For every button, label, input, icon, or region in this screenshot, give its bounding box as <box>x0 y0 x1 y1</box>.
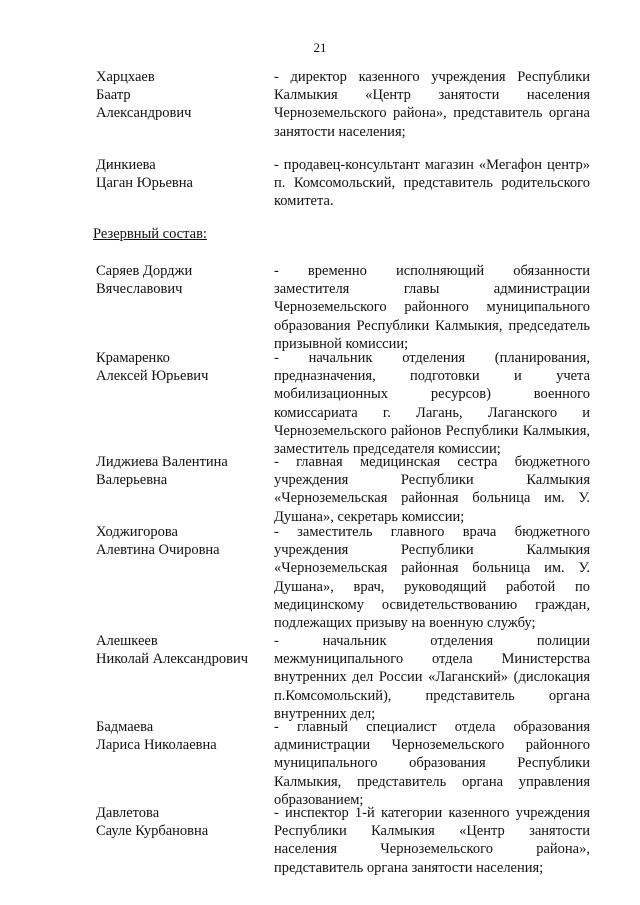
member-description: - главный специалист отдела образования администрации Черноземельского районного муниципального образования Республики Калмыкия, представитель органа управления образованием; <box>274 719 590 808</box>
member-name <box>96 718 271 754</box>
member-name <box>96 349 271 385</box>
member-name <box>96 804 271 840</box>
member-name-text: Крамаренко Алексей Юрьевич <box>96 350 209 385</box>
page-number: 21 <box>313 40 327 55</box>
member-name <box>96 632 271 668</box>
member-name-text: Харцхаев Баатр Александрович <box>96 69 192 122</box>
member-description: - заместитель главного врача бюджетного учреждения Республики Калмыкия «Черноземельская районная больница им. У. Душана», врач, руководящий работой по медицинскому освидетельствованию граждан, подлежащих призыву на военную службу; <box>274 524 590 632</box>
member-name-text: Алешкеев Николай Александрович <box>96 633 249 668</box>
member-name <box>96 156 271 192</box>
member-name <box>96 68 271 123</box>
member-description: - начальник отделения (планирования, предназначения, подготовки и учета мобилизационных ресурсов) военного комиссариата г. Лагань, Лаганского и Черноземельского районов Республики Калмыкия, заместитель председателя комиссии; <box>274 350 590 458</box>
member-name-text: Динкиева Цаган Юрьевна <box>96 157 193 192</box>
member-name <box>96 453 271 489</box>
member-name-text: Саряев Дорджи Вячеславович <box>96 263 193 298</box>
member-name-text: Бадмаева Лариса Николаевна <box>96 719 217 754</box>
member-description: - начальник отделения полиции межмуниципального отдела Министерства внутренних дел России «Лаганский» (дислокация п.Комсомольский), представитель органа внутренних дел; <box>274 633 590 722</box>
member-name <box>96 262 271 298</box>
member-description: - продавец-консультант магазин «Мегафон центр» п. Комсомольский, представитель родительского комитета. <box>274 157 590 210</box>
member-name <box>96 523 271 559</box>
member-name-text: Давлетова Сауле Курбановна <box>96 805 209 840</box>
reserve-heading: Резервный состав: <box>93 226 207 242</box>
member-description: - временно исполняющий обязанности заместителя главы администрации Черноземельского районного муниципального образования Республики Калмыкия, председатель призывной комиссии; <box>274 263 590 352</box>
member-description: - главная медицинская сестра бюджетного учреждения Республики Калмыкия «Черноземельская районная больница им. У. Душана», секретарь комиссии; <box>274 454 590 525</box>
member-description: - инспектор 1-й категории казенного учреждения Республики Калмыкия «Центр занятости населения Черноземельского района», представитель органа занятости населения; <box>274 805 590 876</box>
member-name-text: Ходжигорова Алевтина Очировна <box>96 524 220 559</box>
member-description: - директор казенного учреждения Республики Калмыкия «Центр занятости населения Черноземельского района», представитель органа занятости населения; <box>274 69 590 140</box>
member-name-text: Лиджиева Валентина Валерьевна <box>96 454 228 489</box>
